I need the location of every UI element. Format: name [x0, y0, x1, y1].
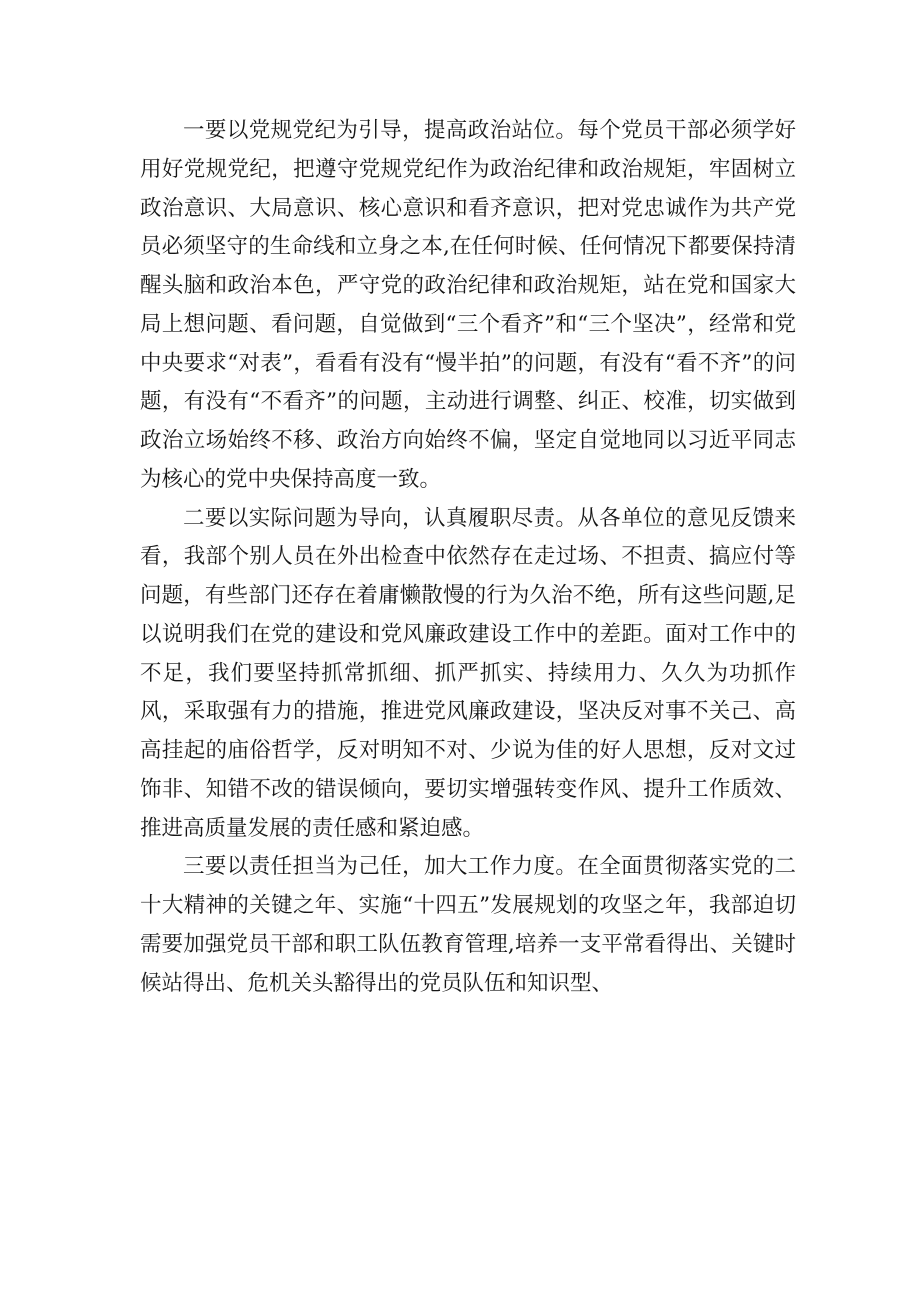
paragraph-2: 二要以实际问题为导向，认真履职尽责。从各单位的意见反馈来看，我部个别人员在外出检查中依然存在走过场、不担责、搞应付等问题，有些部门还存在着庸懒散慢的行为久治不绝，所有这些问题,足以说明我们在党的建设和党风廉政建设工作中的差距。面对工作中的不足，我们要坚持抓常抓细、抓严抓实、持续用力、久久为功抓作风，采取强有力的措施，推进党风廉政建设，坚决反对事不关己、高高挂起的庙俗哲学，反对明知不对、少说为佳的好人思想，反对文过饰非、知错不改的错误倾向，要切实增强转变作风、提升工作质效、推进高质量发展的责任感和紧迫感。 — [140, 505, 796, 841]
document-body — [140, 112, 796, 1003]
paragraph-3: 三要以责任担当为己任，加大工作力度。在全面贯彻落实党的二十大精神的关键之年、实施“十四五”发展规划的攻坚之年，我部迫切需要加强党员干部和职工队伍教育管理,培养一支平常看得出、关键时候站得出、危机关头豁得出的党员队伍和知识型、 — [140, 854, 796, 996]
paragraph-1: 一要以党规党纪为引导，提高政治站位。每个党员干部必须学好用好党规党纪，把遵守党规党纪作为政治纪律和政治规矩，牢固树立政治意识、大局意识、核心意识和看齐意识，把对党忠诚作为共产党员必须坚守的生命线和立身之本,在任何时候、任何情况下都要保持清醒头脑和政治本色，严守党的政治纪律和政治规矩，站在党和国家大局上想问题、看问题，自觉做到“三个看齐”和“三个坚决”，经常和党中央要求“对表”，看看有没有“慢半拍”的问题，有没有“看不齐”的问题，有没有“不看齐”的问题，主动进行调整、纠正、校准，切实做到政治立场始终不移、政治方向始终不偏，坚定自觉地同以习近平同志为核心的党中央保持高度一致。 — [140, 118, 796, 492]
